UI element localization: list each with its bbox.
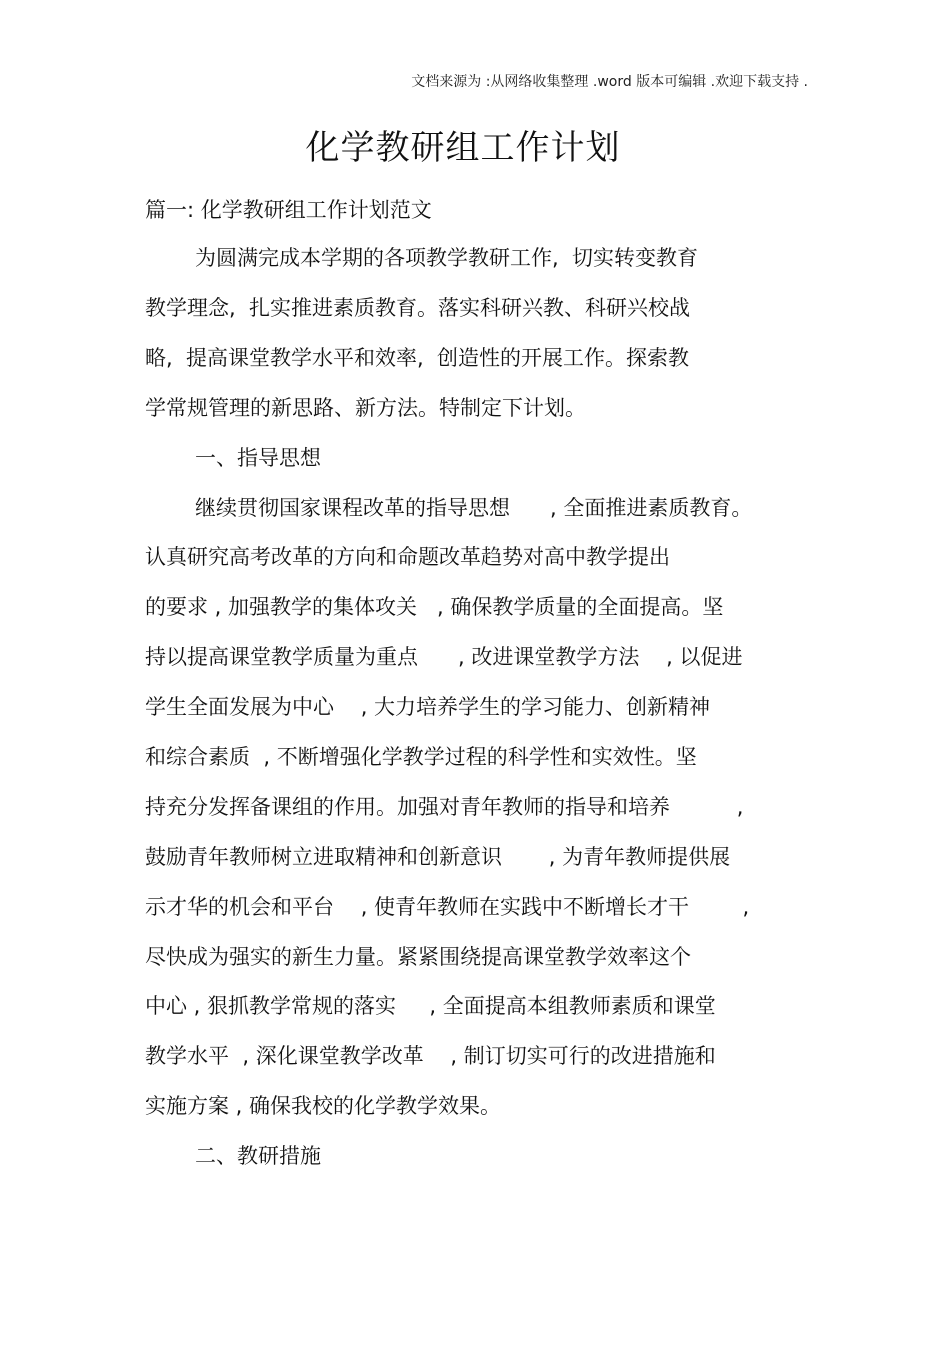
section1-line-4: 持以提高课堂教学质量为重点 , 改进课堂教学方法 , 以促进 xyxy=(145,645,743,669)
section1-line-2: 认真研究高考改革的方向和命题改革趋势对高中教学提出 xyxy=(145,545,670,569)
section1-line-3: 的要求 , 加强教学的集体攻关 , 确保教学质量的全面提高。坚 xyxy=(145,595,724,619)
section1-line-5: 学生全面发展为中心 , 大力培养学生的学习能力、创新精神 xyxy=(145,695,711,719)
section-heading-guiding-principles: 一、指导思想 xyxy=(195,446,321,470)
intro-line-1: 为圆满完成本学期的各项教学教研工作, 切实转变教育 xyxy=(195,246,699,270)
section-heading-teaching-research-measures: 二、教研措施 xyxy=(195,1144,321,1168)
section1-line-8: 鼓励青年教师树立进取精神和创新意识 , 为青年教师提供展 xyxy=(145,845,731,869)
section1-line-7: 持充分发挥备课组的作用。加强对青年教师的指导和培养 , xyxy=(145,795,744,819)
header-note: 文档来源为 :从网络收集整理 .word 版本可编辑 .欢迎下载支持 . xyxy=(411,74,808,90)
intro-line-4: 学常规管理的新思路、新方法。特制定下计划。 xyxy=(145,396,586,420)
article-subtitle: 篇一: 化学教研组工作计划范文 xyxy=(145,198,432,222)
intro-line-3: 略, 提高课堂教学水平和效率, 创造性的开展工作。探索教 xyxy=(145,346,690,370)
section1-line-9: 示才华的机会和平台 , 使青年教师在实践中不断增长才干 , xyxy=(145,895,750,919)
section1-line-12: 教学水平 , 深化课堂教学改革 , 制订切实可行的改进措施和 xyxy=(145,1044,716,1068)
document-title: 化学教研组工作计划 xyxy=(305,128,621,168)
section1-line-6: 和综合素质 , 不断增强化学教学过程的科学性和实效性。坚 xyxy=(145,745,697,769)
intro-line-2: 教学理念, 扎实推进素质教育。落实科研兴教、科研兴校战 xyxy=(145,296,691,320)
section1-line-13: 实施方案 , 确保我校的化学教学效果。 xyxy=(145,1094,502,1118)
section1-line-10: 尽快成为强实的新生力量。紧紧围绕提高课堂教学效率这个 xyxy=(145,945,691,969)
section1-line-11: 中心 , 狠抓教学常规的落实 , 全面提高本组教师素质和课堂 xyxy=(145,994,716,1018)
section1-line-1: 继续贯彻国家课程改革的指导思想 , 全面推进素质教育。 xyxy=(195,496,753,520)
